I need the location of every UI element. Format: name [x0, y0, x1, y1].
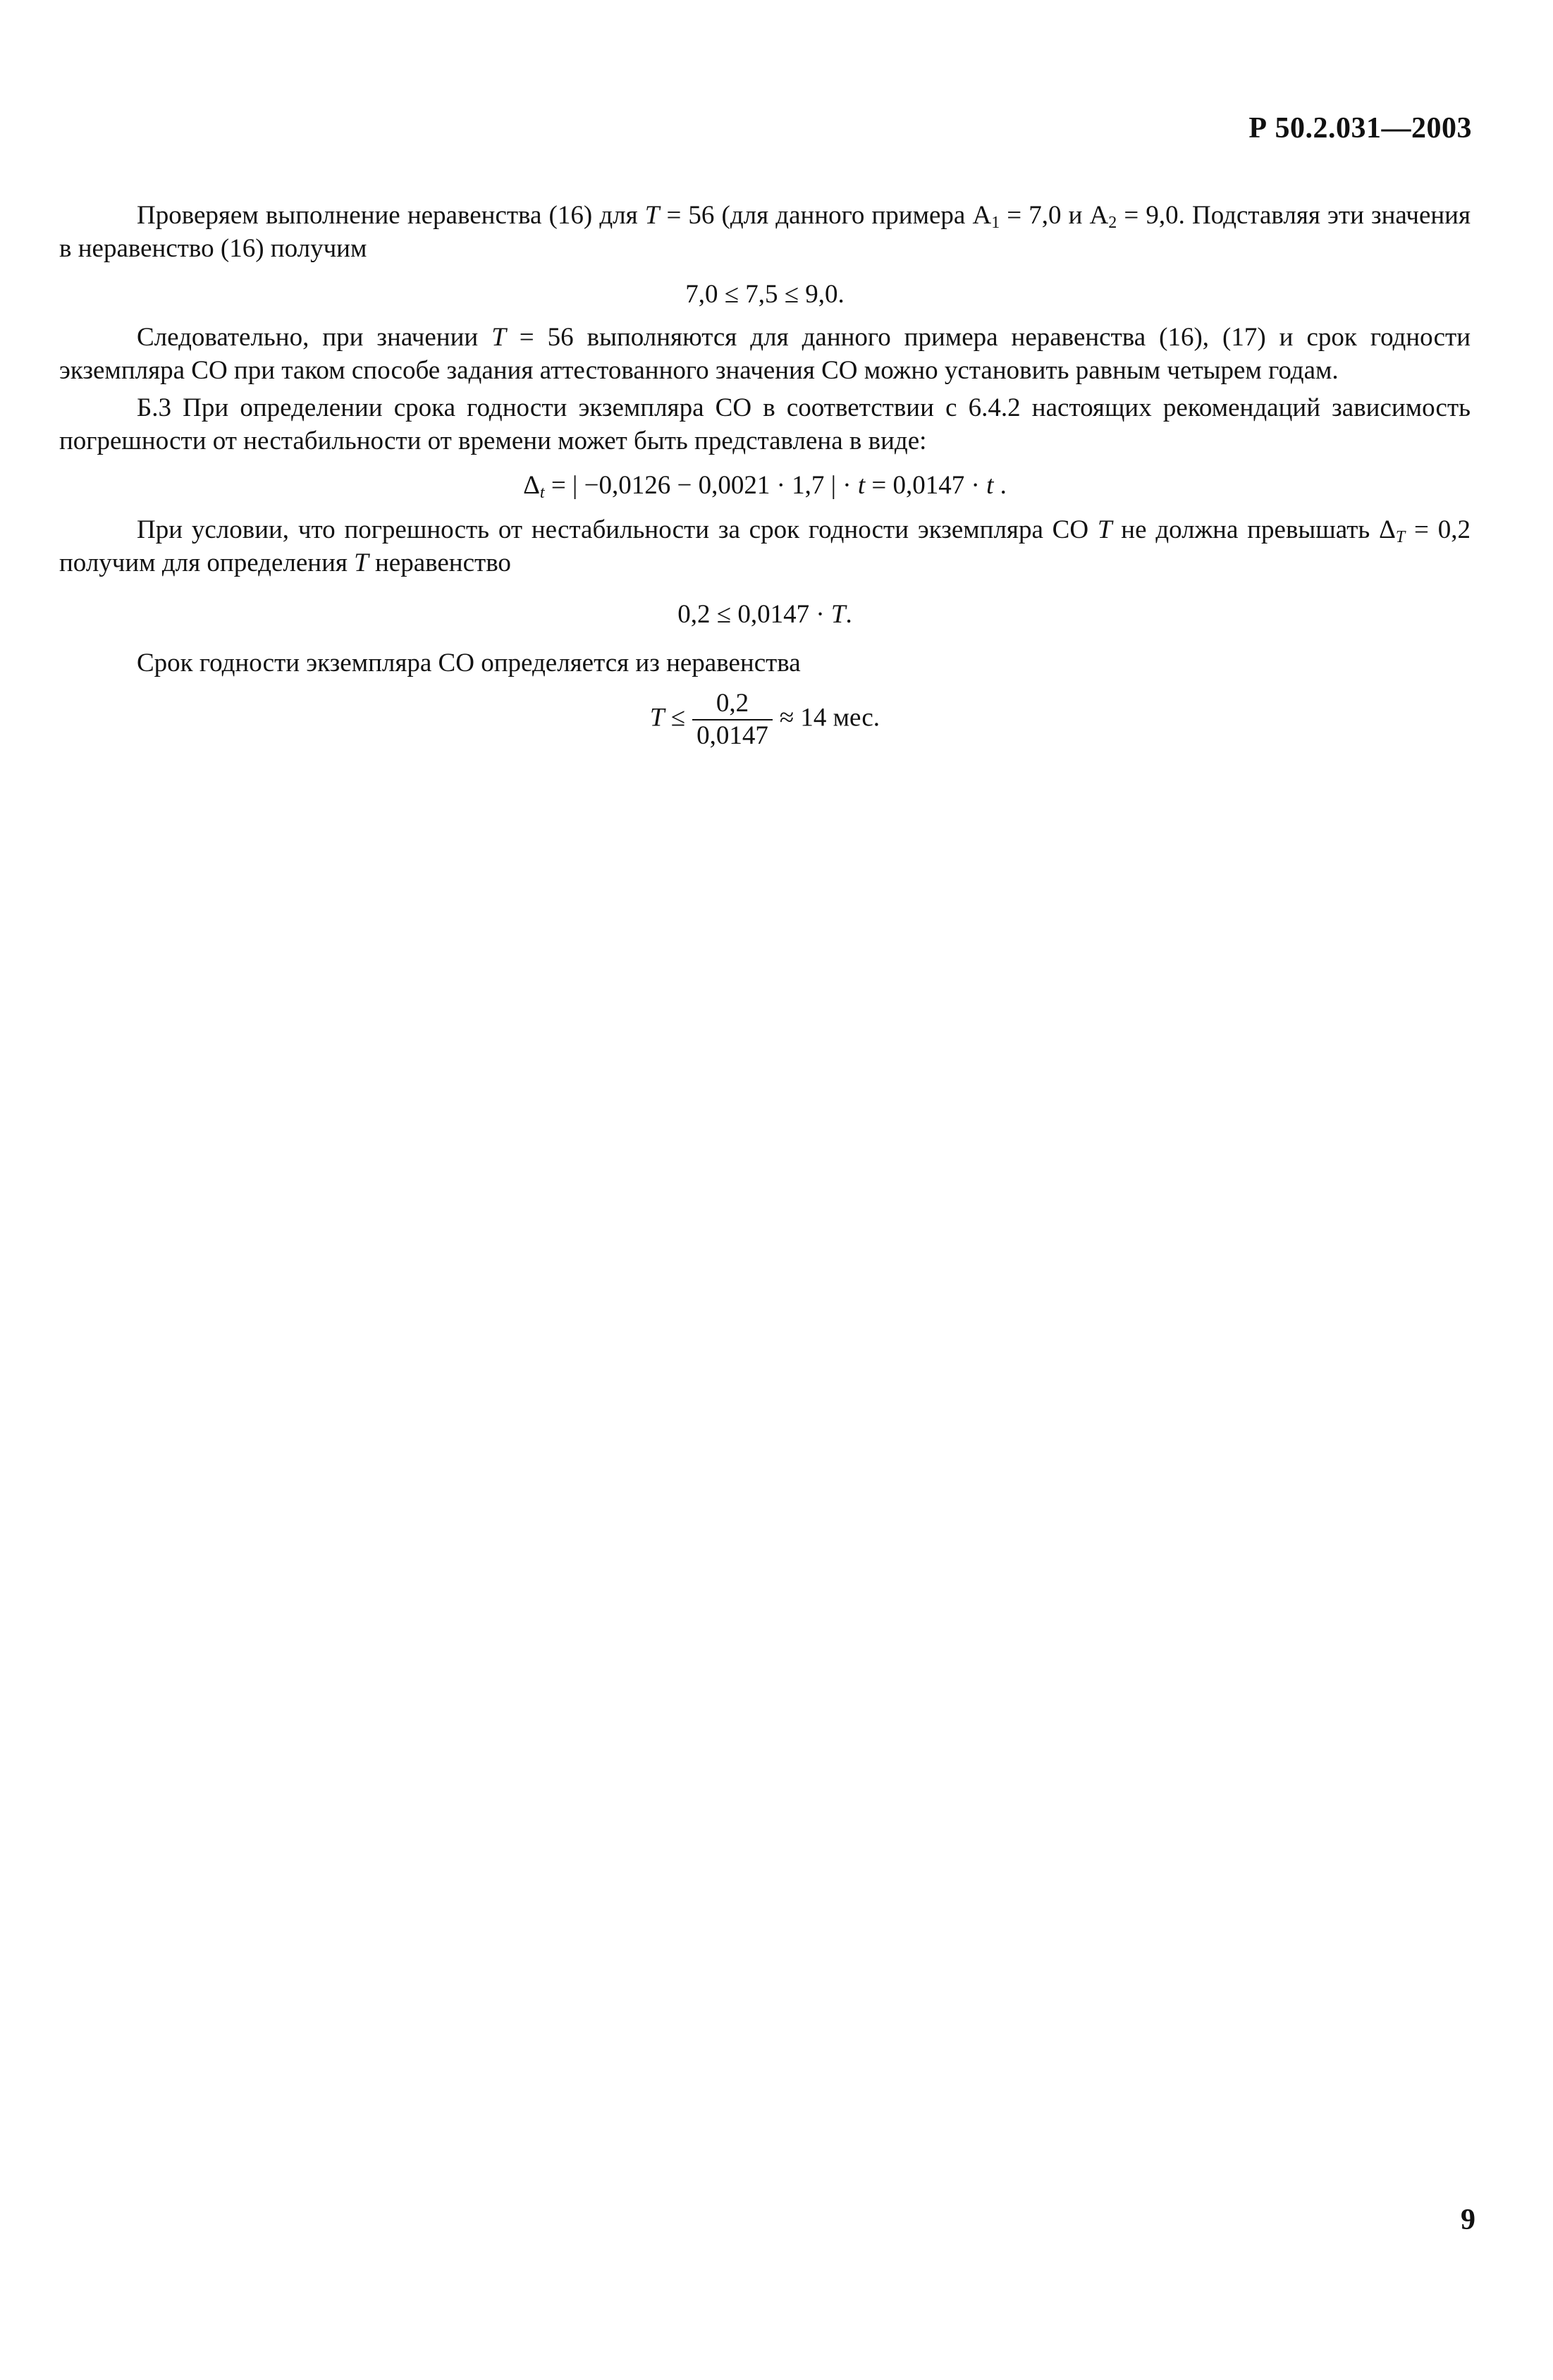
p4-text-a: При условии, что погрешность от нестабильности за срок годности экземпляра СО	[137, 515, 1098, 544]
p1-text-d: = 9,0. Подставляя эти значения в неравенство (16) получим	[59, 201, 1471, 263]
p1-sub-2: 2	[1108, 214, 1117, 232]
p4-text-d: неравенство	[368, 548, 511, 577]
f2-text-a: = | −0,0126 − 0,0021 · 1,7 | ·	[544, 471, 858, 500]
formula-inequality-values: 7,0 ≤ 7,5 ≤ 9,0.	[685, 280, 845, 309]
p1-text-b: = 56 (для данного примера A	[659, 201, 992, 230]
p4-var-T: T	[1097, 515, 1112, 544]
p2-var-T: T	[491, 323, 506, 352]
f3-text-a: 0,2 ≤ 0,0147 ·	[677, 600, 831, 629]
p2-text-b: = 56 выполняются для данного примера неравенства (16), (17) и срок годности экземпляра СО при таком способе задания аттестованного значения СО можно установить равным четырем годам.	[59, 323, 1471, 385]
f3-var-T: T	[830, 600, 846, 629]
fraction-numerator: 0,2	[692, 689, 773, 720]
fraction-denominator: 0,0147	[696, 721, 768, 750]
formula-bound	[59, 598, 1471, 631]
f4-var-T: T	[649, 703, 665, 732]
paragraph-check-inequality	[59, 199, 1471, 265]
p4-sub-T: T	[1395, 528, 1406, 546]
f3-text-b: .	[845, 600, 852, 629]
p4-text-c: = 0,2 получим для определения	[59, 515, 1471, 577]
formula-error-dependence	[59, 469, 1471, 502]
f2-var-t1: t	[857, 471, 866, 500]
p2-text-a: Следовательно, при значении	[137, 323, 492, 352]
paragraph-condition	[59, 513, 1471, 579]
f4-result: ≈ 14 мес.	[779, 703, 880, 732]
p4-text-b: не должна превышать	[1112, 515, 1380, 544]
f2-var-t2: t	[986, 471, 994, 500]
paragraph-shelf-life: Срок годности экземпляра СО определяется из неравенства	[137, 649, 801, 677]
f2-sub-t: t	[539, 484, 545, 502]
page-number: 9	[1461, 2204, 1475, 2236]
p1-sub-1: 1	[991, 214, 1000, 232]
f4-le: ≤	[664, 703, 686, 732]
document-body	[59, 199, 1471, 750]
document-code: Р 50.2.031—2003	[1248, 112, 1472, 145]
f2-delta: Δ	[523, 471, 540, 500]
f2-text-b: = 0,0147 ·	[865, 471, 987, 500]
fraction	[692, 689, 773, 750]
p1-text-a: Проверяем выполнение неравенства (16) для	[137, 201, 645, 230]
p1-text-c: = 7,0 и A	[1000, 201, 1109, 230]
paragraph-conclusion	[59, 321, 1471, 387]
paragraph-b3: Б.3 При определении срока годности экземпляра СО в соответствии с 6.4.2 настоящих рекомендаций зависимость погрешности от нестабильности от времени может быть представлена в виде:	[59, 393, 1471, 455]
p1-var-T: T	[644, 201, 660, 230]
p4-var-T2: T	[354, 548, 369, 577]
p4-delta: Δ	[1379, 515, 1396, 544]
f2-text-c: .	[993, 471, 1007, 500]
formula-shelf-life	[59, 689, 1471, 750]
